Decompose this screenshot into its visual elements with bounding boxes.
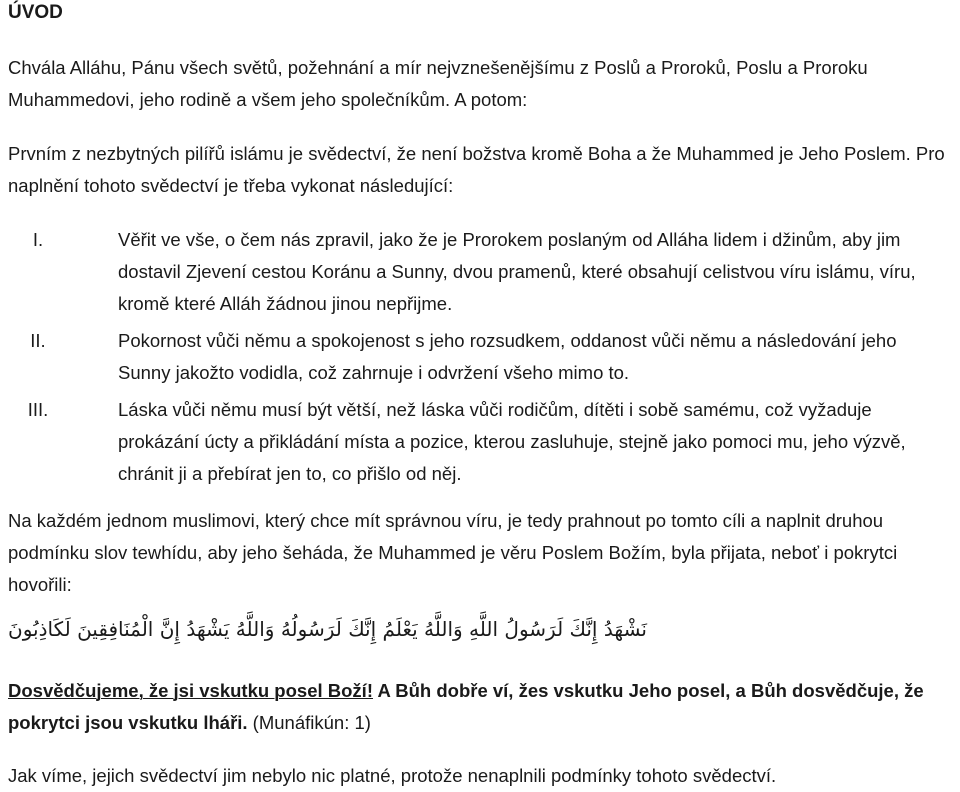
list-item-text: Láska vůči němu musí být větší, než láska vůči rodičům, dítěti i sobě samému, což vyžaduje prokázání úcty a přikládání místa a pozice, kterou zasluhuje, stejně jako pomoci mu, jeho výzvě, chránit ji a přebírat jen to, co přišlo od něj. — [118, 399, 906, 484]
list-item — [8, 325, 946, 389]
verse-translation — [8, 675, 946, 739]
requirements-list — [8, 224, 946, 490]
closing-paragraph: Jak víme, jejich svědectví jim nebylo nic platné, protože nenaplnili podmínky tohoto svědectví. — [8, 765, 777, 786]
condition-paragraph: Na každém jednom muslimovi, který chce mít správnou víru, je tedy prahnout po tomto cíli a naplnit druhou podmínku slov tewhídu, aby jeho šeháda, že Muhammed je věru Poslem Božím, byla přijata, neboť i pokrytci hovořili: — [8, 510, 898, 595]
arabic-verse: نَشْهَدُ إِنَّكَ لَرَسُولُ اللَّهِ وَاللَّهُ يَعْلَمُ إِنَّكَ لَرَسُولُهُ وَاللَّهُ يَشْهَدُ إِنَّ الْمُنَافِقِينَ لَكَاذِبُونَ — [8, 617, 647, 641]
list-item — [8, 394, 946, 490]
list-numeral: I. — [32, 229, 44, 250]
translation-part-2: A Bůh dobře ví, žes vskutku Jeho posel, a Bůh dosvědčuje, že pokrytci jsou vskutku lháři. — [8, 680, 924, 733]
intro-paragraph: Chvála Alláhu, Pánu všech světů, požehnání a mír nejvznešenějšímu z Poslů a Proroků, Poslu a Proroku Muhammedovi, jeho rodině a všem jeho společníkům. A potom: — [8, 57, 868, 110]
list-numeral: III. — [27, 399, 49, 420]
verse-reference: (Munáfikún: 1) — [247, 712, 371, 733]
translation-part-1: Dosvědčujeme, že jsi vskutku posel Boží! — [8, 680, 373, 701]
pillar-paragraph: Prvním z nezbytných pilířů islámu je svědectví, že není božstva kromě Boha a že Muhammed je Jeho Poslem. Pro naplnění tohoto svědectví je třeba vykonat následující: — [8, 143, 945, 196]
section-heading: ÚVOD — [8, 2, 63, 23]
list-numeral: II. — [30, 330, 46, 351]
list-item-text: Věřit ve vše, o čem nás zpravil, jako že je Prorokem poslaným od Alláha lidem i džinům, aby jim dostavil Zjevení cestou Koránu a Sunny, dvou pramenů, které obsahují celistvou víru islámu, víru, kromě které Alláh žádnou jinou nepřijme. — [118, 229, 916, 314]
list-item-text: Pokornost vůči němu a spokojenost s jeho rozsudkem, oddanost vůči němu a následování jeho Sunny jakožto vodidla, což zahrnuje i odvržení všeho mimo to. — [118, 330, 897, 383]
list-item — [8, 224, 946, 320]
